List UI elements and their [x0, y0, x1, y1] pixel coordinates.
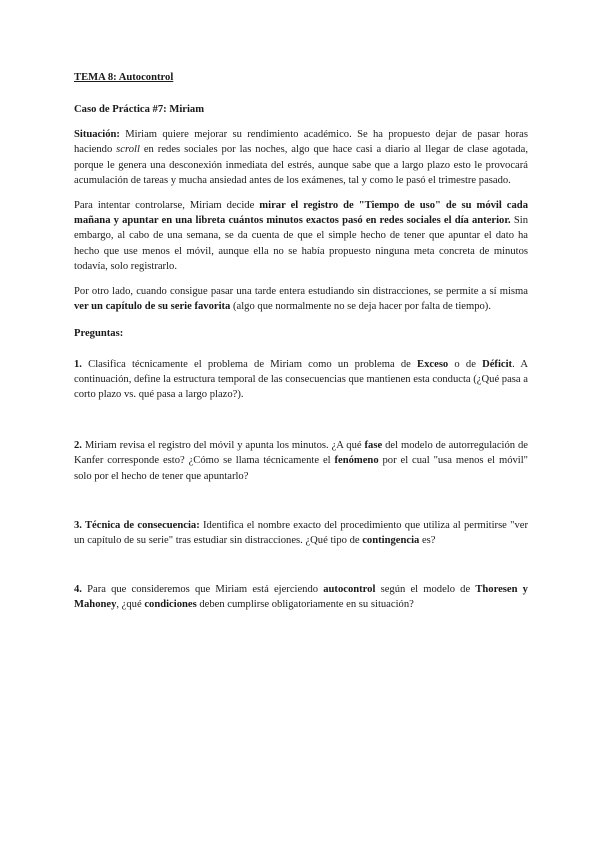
situation-italic-term: scroll: [116, 144, 140, 156]
question-2: [74, 438, 528, 484]
reward-text-2: (algo que normalmente no se deja hacer por falta de tiempo).: [230, 301, 491, 313]
question-2-bold-2: fenómeno: [334, 455, 379, 467]
question-4-bold-3: condiciones: [144, 599, 197, 611]
question-4-text-1: Para que consideremos que Miriam está ejerciendo: [81, 584, 324, 596]
question-2-text-1: Miriam revisa el registro del móvil y apunta los minutos. ¿A qué: [81, 440, 365, 452]
reward-text-1: Por otro lado, cuando consigue pasar una tarde entera estudiando sin distracciones, se permite a sí misma: [74, 286, 528, 298]
question-3-text-1: Identifica el nombre exacto del procedimiento que utiliza al permitirse "ver un capítulo de su serie" tras estudiar sin distracciones. ¿Qué tipo de: [74, 519, 528, 547]
question-4-number: 4.: [74, 584, 82, 596]
situation-text-1: Miriam quiere mejorar su rendimiento académico. Se ha propuesto dejar de pasar horas haciendo: [74, 129, 528, 156]
reward-bold-text: ver un capítulo de su serie favorita: [74, 301, 231, 313]
case-subtitle: Caso de Práctica #7: Miriam: [74, 104, 205, 115]
question-2-number: 2.: [74, 440, 82, 452]
question-1: [74, 357, 528, 403]
question-1-text-3: . A continuación, define la estructura temporal de las consecuencias que mantienen esta conducta (¿Qué pasa a corto plazo vs. qué pasa a largo plazo?).: [74, 358, 528, 401]
question-4: [74, 582, 528, 612]
situation-paragraph: [74, 127, 528, 188]
question-1-text-1: Clasifica técnicamente el problema de Miriam como un problema de: [81, 358, 418, 370]
question-3-text-2: es?: [419, 535, 436, 547]
control-paragraph: [74, 198, 528, 274]
question-1-bold-1: Exceso: [417, 358, 449, 370]
question-4-text-2: según el modelo de: [375, 584, 476, 596]
control-bold-text: mirar el registro de "Tiempo de uso" de su móvil cada mañana y apuntar en una libreta cuántos minutos exactos pasó en redes sociales el día anterior.: [74, 200, 528, 227]
control-text-1: Para intentar controlarse, Miriam decide: [74, 200, 260, 212]
question-4-text-3: , ¿qué: [116, 599, 145, 611]
control-text-2: Sin embargo, al cabo de una semana, se da cuenta de que el simple hecho de tener que apuntar el dato ha hecho que use menos el móvil, aunque ella no se había propuesto ninguna meta concreta de minutos todavía, solo registrarlo.: [74, 215, 528, 272]
question-4-bold-2: Thoresen y Mahoney: [74, 584, 528, 611]
document-title: TEMA 8: Autocontrol: [74, 72, 174, 83]
question-1-number: 1.: [74, 358, 82, 370]
question-1-text-2: o de: [448, 358, 483, 370]
question-1-bold-2: Déficit: [482, 358, 513, 370]
reward-paragraph: [74, 284, 528, 314]
question-3-bold-1: 3. Técnica de consecuencia:: [74, 519, 200, 531]
question-4-bold-1: autocontrol: [323, 584, 376, 596]
situation-label: Situación:: [74, 129, 120, 141]
question-2-bold-1: fase: [364, 440, 383, 452]
question-3: [74, 518, 528, 548]
questions-header: Preguntas:: [74, 328, 124, 340]
question-2-text-2: del modelo de autorregulación de Kanfer corresponde esto? ¿Cómo se llama técnicamente el: [74, 440, 529, 467]
question-3-bold-2: contingencia: [362, 535, 420, 547]
question-4-text-4: deben cumplirse obligatoriamente en su situación?: [196, 599, 414, 611]
situation-text-2: en redes sociales por las noches, algo que hace casi a diario al llegar de clase agotada, porque le genera una desconexión inmediata del estrés, aunque sabe que a largo plazo esto le provocará acumulación de tareas y mucha ansiedad antes de los exámenes, tal y como le pasó el trimestre pasado.: [74, 144, 528, 186]
question-2-text-3: por el cual "usa menos el móvil" solo por el hecho de tener que apuntarlo?: [74, 455, 529, 482]
